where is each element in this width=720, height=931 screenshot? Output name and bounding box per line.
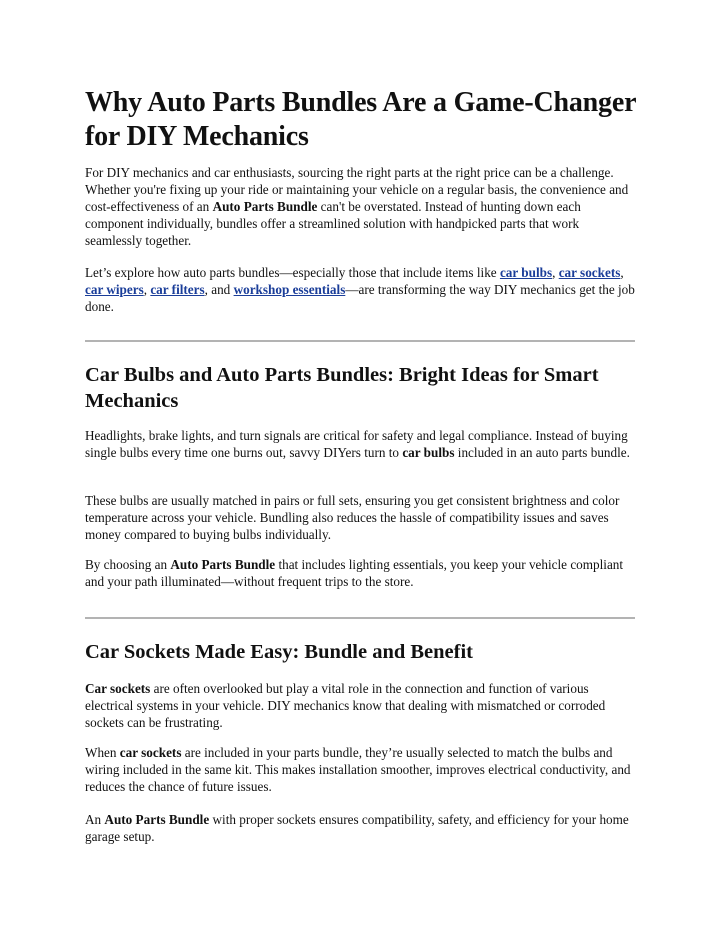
car-sockets-paragraph-1 (85, 680, 637, 731)
paragraph-text: Headlights, brake lights, and turn signals are critical for safety and legal compliance. Instead of buying single bulbs every time one burns out, savvy DIYers turn to (85, 428, 628, 460)
separator: , (143, 282, 151, 297)
bold-auto-parts-bundle: Auto Parts Bundle (212, 199, 318, 214)
intro-links-text: Let’s explore how auto parts bundles—especially those that include items like (85, 265, 500, 280)
bold-auto-parts-bundle: Auto Parts Bundle (104, 812, 210, 827)
paragraph-text: An (85, 812, 105, 827)
section-divider (85, 617, 635, 619)
paragraph-text-end: included in an auto parts bundle. (454, 445, 630, 460)
car-bulbs-paragraph-2: These bulbs are usually matched in pairs or full sets, ensuring you get consistent brightness and color temperature across your vehicle. Bundling also reduces the hassle of compatibility issues and saves money compared to buying bulbs individually. (85, 493, 620, 542)
separator: , (620, 265, 624, 280)
section-heading-car-bulbs: Car Bulbs and Auto Parts Bundles: Bright Ideas for Smart Mechanics (85, 364, 599, 412)
link-car-bulbs[interactable]: car bulbs (499, 265, 553, 280)
paragraph-text-end: with proper sockets ensures compatibility, safety, and efficiency for your home garage setup. (85, 812, 629, 844)
paragraph-text: By choosing an (85, 557, 171, 572)
intro-links-text-end: —are transforming the way DIY mechanics get the job done. (85, 282, 635, 314)
separator: , (552, 265, 559, 280)
bold-car-bulbs: car bulbs (402, 445, 455, 460)
intro-links-paragraph (85, 264, 637, 315)
car-bulbs-paragraph-1 (85, 427, 637, 461)
link-workshop-essentials[interactable]: workshop essentials (233, 282, 346, 297)
section-heading-car-sockets: Car Sockets Made Easy: Bundle and Benefit (85, 641, 474, 663)
link-car-wipers[interactable]: car wipers (85, 282, 144, 297)
intro-text-end: can't be overstated. Instead of hunting down each component individually, bundles offer a streamlined solution with handpicked parts that work seamlessly together. (85, 199, 581, 248)
separator: , and (204, 282, 234, 297)
link-car-sockets[interactable]: car sockets (558, 265, 621, 280)
car-bulbs-paragraph-3 (85, 556, 637, 590)
bold-car-sockets: Car sockets (85, 681, 151, 696)
paragraph-text-end: are included in your parts bundle, they’re usually selected to match the bulbs and wiring included in the same kit. This makes installation smoother, improves electrical conductivity, and reduces the chance of future issues. (85, 745, 631, 794)
intro-paragraph (85, 164, 637, 249)
bold-auto-parts-bundle: Auto Parts Bundle (170, 557, 276, 572)
intro-text: For DIY mechanics and car enthusiasts, sourcing the right parts at the right price can be a challenge. Whether you're fixing up your ride or maintaining your vehicle on a regular basis, the convenience and cost-effectiveness of an (85, 165, 629, 214)
paragraph-text: When (85, 745, 120, 760)
paragraph-text-end: that includes lighting essentials, you keep your vehicle compliant and your path illuminated—without frequent trips to the store. (85, 557, 624, 589)
link-car-filters[interactable]: car filters (150, 282, 205, 297)
paragraph-text-end: are often overlooked but play a vital role in the connection and function of various electrical systems in your vehicle. DIY mechanics know that dealing with mismatched or corroded sockets can be frustrating. (85, 681, 606, 730)
bold-car-sockets: car sockets (119, 745, 182, 760)
car-sockets-paragraph-2 (85, 744, 637, 795)
page-title: Why Auto Parts Bundles Are a Game-Changer for DIY Mechanics (85, 87, 636, 152)
car-sockets-paragraph-3 (85, 811, 637, 845)
section-divider (85, 340, 635, 342)
